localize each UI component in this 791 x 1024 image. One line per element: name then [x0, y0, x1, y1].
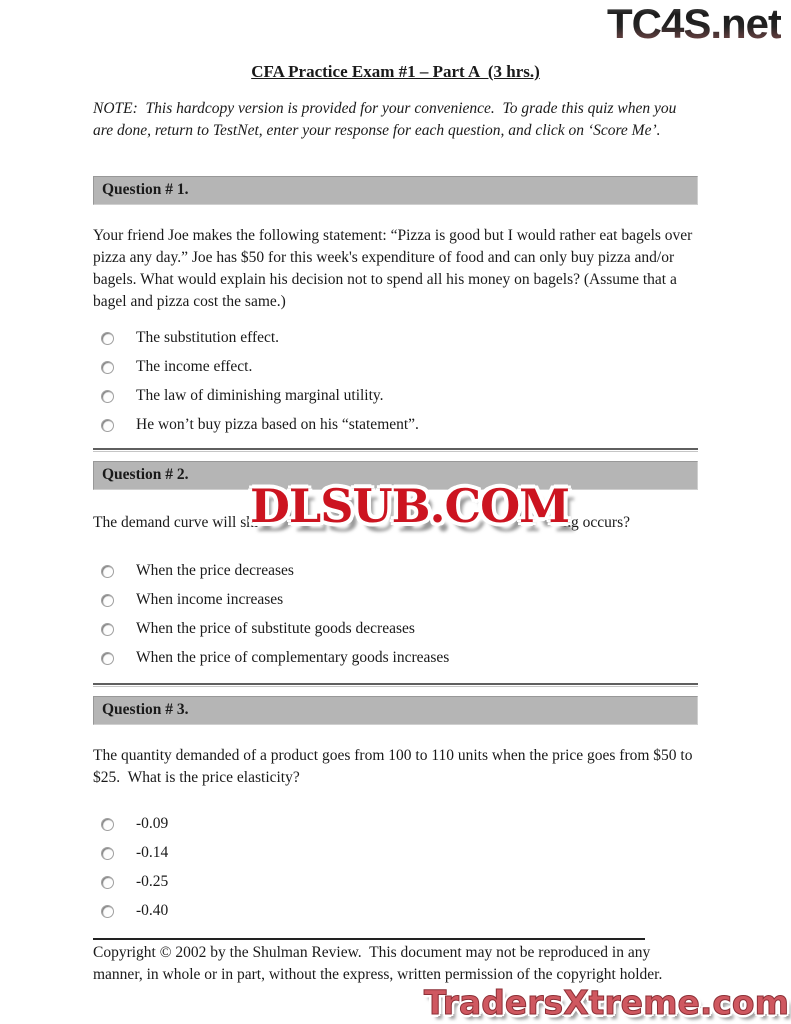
radio-button[interactable]	[101, 332, 114, 345]
radio-button[interactable]	[101, 623, 114, 636]
section-divider	[93, 448, 698, 452]
radio-button[interactable]	[101, 652, 114, 665]
option-label: -0.40	[136, 902, 169, 919]
tc4s-logo: TC4S.net	[606, 0, 781, 47]
option-row[interactable]	[93, 385, 698, 407]
radio-button[interactable]	[101, 905, 114, 918]
option-row[interactable]	[93, 356, 698, 378]
copyright-text: Copyright © 2002 by the Shulman Review. This document may not be reproduced in any manner, in whole or in part, without the express, written permission of the copyright holder.	[93, 944, 663, 983]
question-3-options	[93, 813, 698, 922]
option-row[interactable]	[93, 647, 698, 669]
question-3-header: Question # 3.	[93, 696, 698, 725]
radio-button[interactable]	[101, 419, 114, 432]
option-label: -0.25	[136, 873, 169, 890]
question-1-text: Your friend Joe makes the following statement: “Pizza is good but I would rather eat bagels over pizza any day.” Joe has $50 for this week's expenditure of food and can only buy pizza and/or bagels. What would explain his decision not to spend all his money on bagels? (Assume that a bagel and pizza cost the same.)	[93, 227, 697, 310]
option-row[interactable]	[93, 414, 698, 436]
radio-button[interactable]	[101, 876, 114, 889]
radio-button[interactable]	[101, 361, 114, 374]
option-row[interactable]	[93, 589, 698, 611]
option-label: The law of diminishing marginal utility.	[136, 387, 384, 404]
option-label: -0.09	[136, 815, 169, 832]
radio-button[interactable]	[101, 818, 114, 831]
option-label: When the price of substitute goods decreases	[136, 620, 415, 637]
option-row[interactable]	[93, 871, 698, 893]
option-row[interactable]	[93, 813, 698, 835]
option-label: When income increases	[136, 591, 284, 608]
question-2-text-prefix: The demand curve will shi	[93, 514, 259, 531]
tradersxtreme-logo: TradersXtreme.com	[423, 983, 789, 1022]
option-row[interactable]	[93, 900, 698, 922]
option-row[interactable]	[93, 618, 698, 640]
question-2-text-suffix: ng occurs?	[563, 514, 631, 531]
option-row[interactable]	[93, 560, 698, 582]
radio-button[interactable]	[101, 847, 114, 860]
option-row[interactable]	[93, 327, 698, 349]
dlsub-watermark: DLSUB.COM	[250, 479, 570, 533]
question-3-text: The quantity demanded of a product goes from 100 to 110 units when the price goes from $50 to $25. What is the price elasticity?	[93, 747, 697, 786]
option-label: -0.14	[136, 844, 169, 861]
option-label: He won’t buy pizza based on his “statement”.	[136, 416, 419, 433]
question-1-header: Question # 1.	[93, 176, 698, 205]
option-label: When the price of complementary goods increases	[136, 649, 450, 666]
option-label: When the price decreases	[136, 562, 294, 579]
copyright-divider	[93, 938, 645, 940]
page-title: CFA Practice Exam #1 – Part A (3 hrs.)	[251, 62, 540, 81]
section-divider	[93, 683, 698, 687]
note-paragraph: NOTE: This hardcopy version is provided for your convenience. To grade this quiz when you are done, return to TestNet, enter your response for each question, and click on ‘Score Me’.	[93, 100, 681, 139]
option-label: The substitution effect.	[136, 329, 280, 346]
question-2-header: Question # 2.	[93, 461, 698, 490]
radio-button[interactable]	[101, 565, 114, 578]
radio-button[interactable]	[101, 390, 114, 403]
question-1-options	[93, 327, 698, 436]
option-label: The income effect.	[136, 358, 253, 375]
question-2-options	[93, 560, 698, 669]
radio-button[interactable]	[101, 594, 114, 607]
option-row[interactable]	[93, 842, 698, 864]
